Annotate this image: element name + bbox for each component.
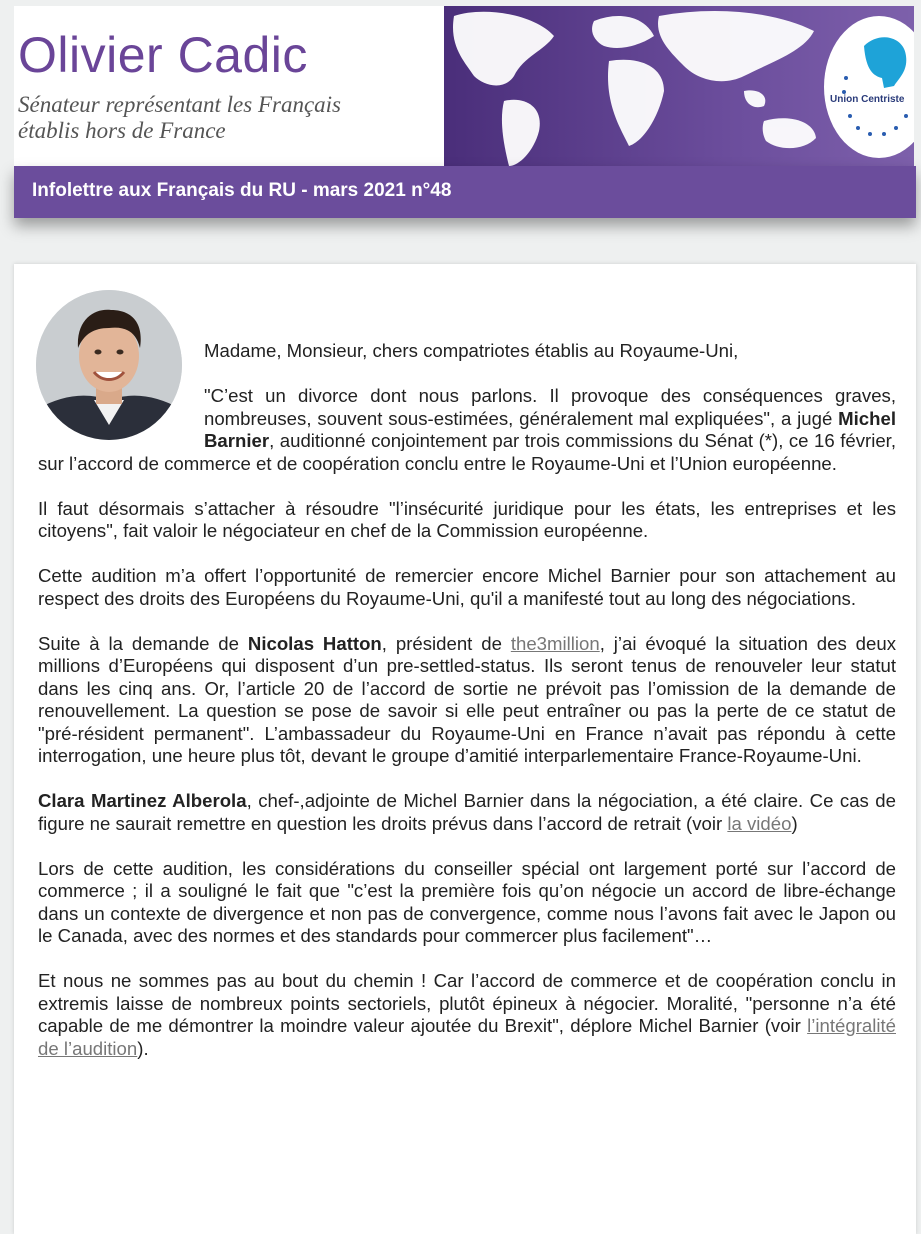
paragraph-4-text-a: Suite à la demande de — [38, 632, 248, 654]
senator-subtitle — [18, 92, 438, 144]
subtitle-line-1: Sénateur représentant les Français — [18, 92, 342, 117]
name-clara-martinez-alberola: Clara Martinez Alberola — [38, 790, 247, 811]
paragraph-4-text-c: , j’ai évoqué la situation des deux millions d’Européens qui disposent d’un pre-settled-status. Ils seront tenus de renouveler leur statut dans les cinq ans. Or, l’article 20 de l’accord de sortie ne prévoit pas l’omission de la demande de renouvellement. La question se pose de savoir si elle peut entraîner ou pas la perte de ce statut de "pré-résident permanent". L’ambassadeur du Royaume-Uni en France n’avait pas répondu à cette interrogation, une heure plus tôt, devant le groupe d’amitié interparlementaire France-Royaume-Uni. — [38, 632, 897, 766]
senator-name: Olivier Cadic — [18, 27, 308, 83]
marianne-profile-icon — [824, 16, 914, 158]
name-michel-barnier: Michel Barnier — [204, 407, 896, 451]
paragraph-5-text-a: , chef-,adjointe de Michel Barnier dans la négociation, a été claire. Ce cas de figure ne saurait remettre en question les droits prévus dans l’accord de retrait (voir — [38, 790, 896, 834]
paragraph-5 — [38, 790, 896, 835]
the3million-link[interactable]: the3million — [510, 632, 600, 654]
subtitle-line-2: établis hors de France — [18, 118, 226, 143]
paragraph-7-text-a: Et nous ne sommes pas au bout du chemin ! Car l’accord de commerce et de coopération conclu in extremis laisse de nombreux points sectoriels, plutôt épineux à négocier. Moralité, "personne n’a été capable de me démontrer la moindre valeur ajoutée du Brexit", déplore Michel Barnier (voir — [38, 970, 896, 1036]
newsletter-header — [14, 6, 914, 166]
paragraph-7-text-b: ). — [137, 1037, 149, 1059]
paragraph-2: Il faut désormais s’attacher à résoudre "l’insécurité juridique pour les états, les entreprises et les citoyens", fait valoir le négociateur en chef de la Commission européenne. — [38, 497, 896, 541]
newsletter-title-bar — [14, 166, 916, 218]
video-link[interactable]: la vidéo — [727, 812, 792, 834]
paragraph-6: Lors de cette audition, les considérations du conseiller spécial ont largement porté sur l’accord de commerce ; il a souligné le fait que "c’est la première fois qu’on négocie un accord de libre-échange dans un contexte de divergence et non pas de convergence, comme nous l’avons fait avec le Japon ou le Canada, avec des normes et des standards pour commercer plus facilement"… — [38, 857, 896, 946]
name-nicolas-hatton: Nicolas Hatton — [247, 632, 382, 654]
article-text — [38, 340, 896, 1083]
paragraph-4 — [38, 633, 896, 768]
paragraph-3: Cette audition m’a offert l’opportunité de remercier encore Michel Barnier pour son attachement au respect des droits des Européens du Royaume-Uni, qu'il a manifesté tout au long des négociations. — [38, 565, 896, 609]
paragraph-1-text-a: "C’est un divorce dont nous parlons. Il provoque des conséquences graves, nombreuses, souvent sous-estimées, généralement mal expliquées", a jugé — [204, 385, 896, 429]
full-hearing-link[interactable]: l’intégralité de l’audition — [38, 1015, 896, 1059]
paragraph-5-text-b: ) — [791, 812, 798, 834]
union-centriste-logo — [824, 16, 914, 158]
union-centriste-label: Union Centriste — [830, 94, 905, 105]
paragraph-1-text-b: , auditionné conjointement par trois commissions du Sénat (*), ce 16 février, sur l’accord de commerce et de coopération conclu entre le Royaume-Uni et l’Union européenne. — [38, 430, 896, 474]
paragraph-7 — [38, 970, 896, 1060]
article-body — [14, 264, 916, 1234]
newsletter-title: Infolettre aux Français du RU - mars 2021 n°48 — [32, 180, 452, 201]
greeting: Madame, Monsieur, chers compatriotes établis au Royaume-Uni, — [204, 340, 739, 361]
paragraph-4-text-b: , président de — [381, 632, 511, 654]
